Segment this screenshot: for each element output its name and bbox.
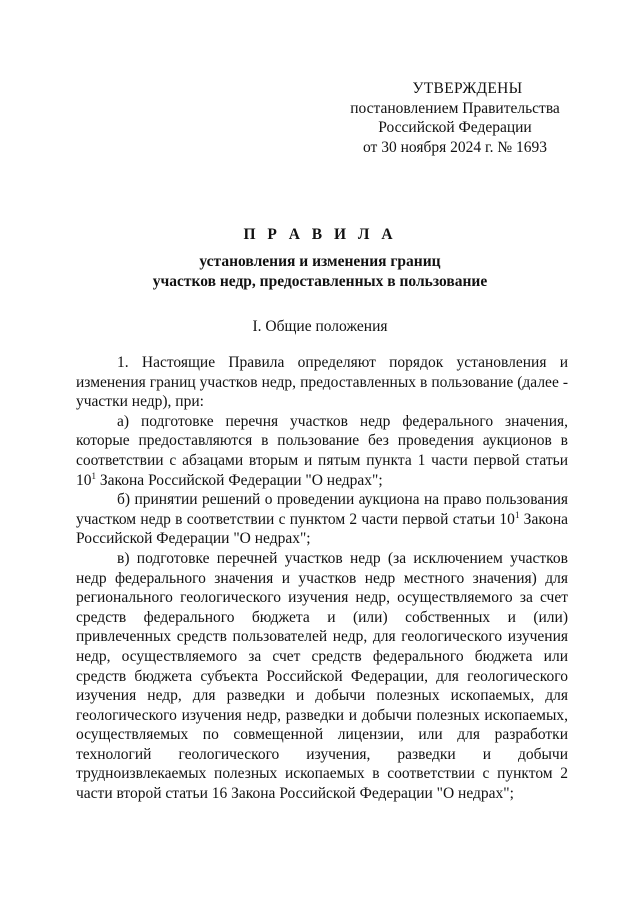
document-body (76, 353, 568, 804)
paragraph-a-superscript: 1 (91, 470, 96, 481)
paragraph-b-text: б) принятии решений о проведении аукциона на право пользования участком недр в соответствии с пунктом 2 части первой статьи 10 (76, 491, 568, 528)
paragraph-b (76, 490, 568, 549)
section-heading: I. Общие положения (252, 318, 388, 335)
paragraph-c: в) подготовке перечней участков недр (за исключением участков недр федерального значения и участков недр местного значения) для регионального геологического изучения недр, осуществляемого за счет средств федерального бюджета и (или) собственных и (или) привлеченных средств пользователей недр, для геологического изучения недр, осуществляемого за счет средств федерального бюджета или средств бюджета субъекта Российской Федерации, для геологического изучения недр, для разведки и добычи полезных ископаемых, для геологического изучения недр, разведки и добычи полезных ископаемых, осуществляемых по совмещенной лицензии, или для разработки технологий геологического изучения, разведки и добычи трудноизвлекаемых полезных ископаемых в соответствии с пунктом 2 части второй статьи 16 Закона Российской Федерации "О недрах"; (76, 549, 568, 803)
approval-block (330, 79, 580, 157)
paragraph-1: 1. Настоящие Правила определяют порядок установления и изменения границ участков недр, предоставленных в пользование (далее - участки недр), при: (76, 354, 568, 411)
approval-line-1: постановлением Правительства (350, 99, 560, 117)
document-title: П Р А В И Л А (243, 226, 397, 243)
paragraph-b-text-end: Закона Российской Федерации "О недрах"; (76, 510, 568, 548)
paragraph-a-text-end: Закона Российской Федерации "О недрах"; (96, 471, 383, 489)
document-subtitle (70, 252, 570, 291)
paragraph-b-superscript: 1 (514, 509, 520, 520)
document-subtitle-line-1: установления и изменения границ (199, 253, 441, 270)
approval-line-3: от 30 ноября 2024 г. № 1693 (363, 138, 547, 156)
approval-line-2: Российской Федерации (378, 119, 532, 136)
paragraph-a (76, 412, 568, 490)
approval-heading: УТВЕРЖДЕНЫ (412, 80, 523, 97)
document-subtitle-line-2: участков недр, предоставленных в пользование (152, 272, 488, 290)
paragraph-a-text: а) подготовке перечня участков недр федерального значения, которые предоставляются в пользование без проведения аукционов в соответствии с абзацами вторым и пятым пункта 1 части первой статьи 10 (76, 412, 568, 489)
